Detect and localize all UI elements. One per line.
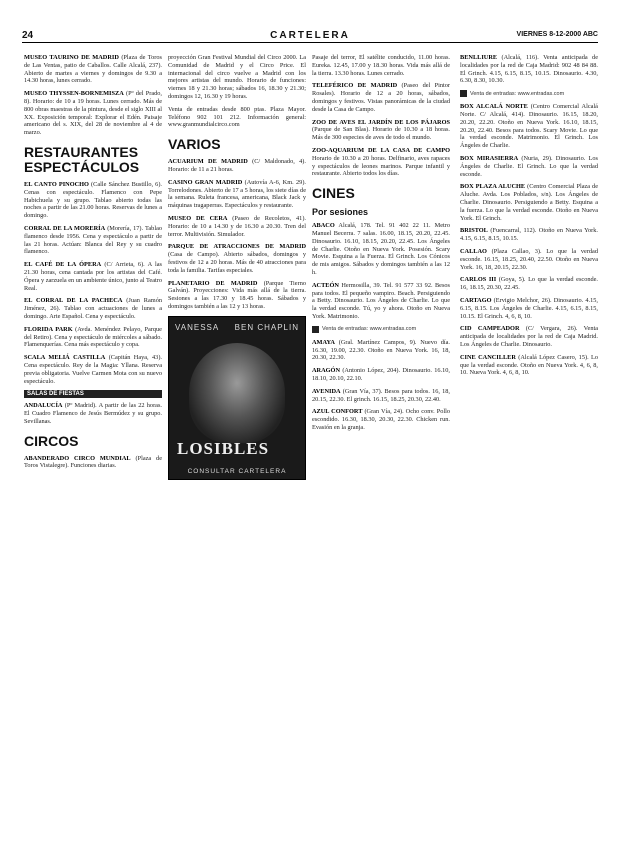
listing-text: (Capitán Haya, 43). Cena espectáculo. Rey de la Magia: Yllana. Reserva previa obligatoria. Vuelve Carmen Mota con su nuevo espectáculo. xyxy=(24,354,162,385)
listing-entry xyxy=(24,455,162,471)
listing-entry xyxy=(312,282,450,321)
listing-entry xyxy=(460,155,598,178)
col1-top-list xyxy=(24,54,162,137)
listing-text: (Plaza de Toros Vistalegre). Funciones diarias. xyxy=(24,454,162,470)
listing-entry xyxy=(460,103,598,150)
listing-text: (Paseo de Recoletos, 41). Horario: de 10 a 14.30 y de 16.30 a 20.30. Tren del terror. Multivisión. Simulador. xyxy=(168,214,306,238)
listing-text: proyección Gran Festival Mundial del Circo 2000. La Comunidad de Madrid y el Circo Price. El internacional del circo vuelve a Madrid con los mejores artistas del mundo. Horario de funciones: viernes 18 y 21.30 horas; sábados 16, 18.30 y 21.30; domingos 12, 16.30 y 19 horas. xyxy=(168,54,306,100)
listing-name: ZOO DE AVES EL JARDÍN DE LOS PÁJAROS xyxy=(312,118,450,126)
listing-entry xyxy=(24,402,162,425)
col3-cines-list xyxy=(312,222,450,321)
listing-text: (Pº del Prado, 8). Horario: de 10 a 19 horas. Lunes cerrado. Más de 800 obras maestras de la pintura, desde el siglo XIII al XX. Exposición temporal: Explorar el Edén. Paisaje americano del s. XIX, del 28 de noviembre al 4 de marzo. xyxy=(24,90,162,137)
listing-text: (Parque de San Blas). Horario de 10.30 a 18 horas. Más de 300 especies de aves de todo el mundo. xyxy=(312,126,450,142)
listing-name: FLORIDA PARK xyxy=(24,325,73,333)
listing-name: EL CORRAL DE LA PACHECA xyxy=(24,297,123,305)
subheading-sesiones: Por sesiones xyxy=(312,207,369,218)
column-2 xyxy=(168,54,306,857)
listing-text: (Alcalá, 116). Venta anticipada de localidades por la red de Caja Madrid: 902 48 84 88. El Grinch. 4.15, 6.15, 8.15, 10.15. Dinosaurio. 4.30, 6.30, 8.30, 10.30. xyxy=(460,54,598,85)
listing-entry xyxy=(168,215,306,238)
listing-text: (C/ Vergara, 26). Venta anticipada de localidades por la red de Caja Madrid. Los Ángeles de Charlie. Dinosaurio. xyxy=(460,325,598,348)
listing-name: BOX MIRASIERRA xyxy=(460,154,519,162)
ad-caption: CONSULTAR CARTELERA xyxy=(187,467,287,475)
listing-name: BENLLIURE xyxy=(460,54,498,61)
listing-text: Venta de entradas desde 800 ptas. Plaza Mayor. Teléfono 902 101 212. Información general: www.granmundialcirco.com xyxy=(168,105,306,129)
col1-circos-list xyxy=(24,455,162,471)
listing-name: AVENIDA xyxy=(312,387,341,395)
listing-text: (Gran Vía, 37). Besos para todos. 16, 18, 20.15, 22.30. El grinch. 16.15, 18.25, 20.30, 22.40. xyxy=(312,387,450,403)
listing-text: (Calle Sánchez Bustillo, 6). Cenas con espectáculo. Flamenco con Pepe Habichuela y su grupo. Tablao abierto todas las noches a partir de las 21.00 horas. Reservas de lunes a domingo. xyxy=(24,180,162,220)
col1-salas-list xyxy=(24,402,162,425)
listing-name: CARLOS III xyxy=(460,276,497,284)
listing-entry xyxy=(312,82,450,113)
listing-name: ABANDERADO CIRCO MUNDIAL xyxy=(24,454,131,462)
listing-entry xyxy=(460,183,598,222)
listing-entry xyxy=(312,339,450,362)
col2-varios-list xyxy=(168,158,306,311)
listing-text: (Plaza Callao, 3). Lo que la verdad esconde. 16.15, 18.25, 20.40, 22.50. Otoño en Nueva York. 16, 18, 20.15, 22.30. xyxy=(460,247,598,271)
ticket-weblink-col4[interactable] xyxy=(460,90,598,97)
ad-film-title: LOSIBLES xyxy=(177,438,270,458)
listing-text: (Paseo del Pintor Rosales). Horario de 12 a 20 horas, sábados, domingos y festivos. Vistas panorámicas de la ciudad desde la Casa de Campo. xyxy=(312,82,450,113)
listing-name: PARQUE DE ATRACCIONES DE MADRID xyxy=(168,243,306,251)
listing-text: Horario de 10.30 a 20 horas. Delfinario, aves rapaces y espectáculos de leones marinos. Parque infantil y restaurante. Abierto todos los días. xyxy=(312,154,450,178)
listing-name: SCALA MELIÁ CASTILLA xyxy=(24,354,106,362)
listing-name: CID CAMPEADOR xyxy=(460,325,520,333)
listing-name: AMAYA xyxy=(312,338,335,346)
listing-entry xyxy=(24,90,162,137)
listing-entry xyxy=(312,222,450,277)
listing-name: MUSEO DE CERA xyxy=(168,214,228,222)
listing-entry xyxy=(460,297,598,320)
listing-entry xyxy=(312,119,450,142)
listing-text: (Alcalá López Casero, 15). Lo que la verdad esconde. Otoño en Nueva York. 4, 6, 8, 10. Nueva York. 4, 6, 8, 10. xyxy=(460,353,598,377)
listing-text: (Autovía A-6, Km. 29). Torrelodones. Abierto de 17 a 5 horas, los siete días de la semana. Ruleta francesa, americana, Black Jack y máquinas tragaperras. Espectáculos y restaurante. xyxy=(168,178,306,210)
listing-name: TELEFÉRICO DE MADRID xyxy=(312,82,398,90)
web-icon xyxy=(312,326,319,333)
ticket-weblink-col4-label: Venta de entradas: www.entradas.com xyxy=(470,90,565,97)
listing-entry xyxy=(168,280,306,311)
ticket-weblink[interactable] xyxy=(312,326,450,333)
listing-text: (Nuria, 29). Dinosaurio. Los Ángeles de Charlie. El Grinch. Lo que la verdad esconde. xyxy=(460,154,598,178)
listing-text: (Ervigio Melchor, 26). Dinosaurio. 4.15, 6.15, 8.15. Los Ángeles de Charlie. 4.15, 6.15, 8.15, 10.15. El Grinch. 4, 6, 8, 10. xyxy=(460,296,598,320)
listing-text: (Antonio López, 204). Dinosaurio. 16.10, 18.10, 20.10, 22.10. xyxy=(312,367,450,382)
listing-name: CARTAGO xyxy=(460,296,492,304)
column-4 xyxy=(460,54,598,857)
heading-restaurantes: RESTAURANTES ESPECTÁCULOS xyxy=(24,143,140,175)
listing-entry xyxy=(312,388,450,404)
col4-top-list xyxy=(460,54,598,85)
col2-top-list xyxy=(168,54,306,129)
listing-name: CASINO GRAN MADRID xyxy=(168,178,243,186)
listing-name: CORRAL DE LA MORERÍA xyxy=(24,224,106,232)
listing-name: ZOO-AQUARIUM DE LA CASA DE CAMPO xyxy=(312,146,450,154)
listing-name: BRISTOL xyxy=(460,227,488,235)
listing-text: Hermosilla, 39. Tel. 91 577 33 92. Besos para todos. El pequeño vampiro. Beach. Persiguiendo a Betty. Dinosaurio. Los Ángeles de Charlie. Lo que la verdad esconde. Tú, yo y ahora. Otoño en Nueva York. Matrimonio. xyxy=(312,281,450,320)
col3-top-list xyxy=(312,54,450,178)
heading-cines: CINES xyxy=(312,185,355,202)
listing-entry xyxy=(24,181,162,220)
listing-name: CALLAO xyxy=(460,247,487,255)
listing-text: (C/ Maldonado, 4). Horario: de 11 a 21 horas. xyxy=(168,158,306,173)
listing-entry xyxy=(460,325,598,348)
listing-entry xyxy=(460,54,598,85)
listing-name: ACUARIUM DE MADRID xyxy=(168,158,248,166)
listing-name: MUSEO THYSSEN-BORNEMISZA xyxy=(24,90,124,98)
listing-name: MUSEO TAURINO DE MADRID xyxy=(24,54,119,61)
listing-text: (Gral. Martínez Campos, 9). Nuevo día. 16.30, 19.00, 22.30. Otoño en Nueva York. 16, 18, 20.30, 22.30. xyxy=(312,338,450,362)
listing-name: ABACO xyxy=(312,222,335,230)
listing-text: (Centro Comercial Alcalá Norte. C/ Alcalá, 414). Dinosaurio. 16.15, 18.20, 20.20, 22.20. Otoño en Nueva York. 16.10, 18.15, 20.20, 22.40. Besos para todos. Scary Movie. Lo que la verdad esconde. Matrimonio. El Grinch. Los Ángeles de Charlie. xyxy=(460,103,598,150)
column-3 xyxy=(312,54,450,857)
ad-actor-right: BEN CHAPLIN xyxy=(234,322,299,332)
col1-restaurantes-list xyxy=(24,181,162,385)
listing-name: AZUL CONFORT xyxy=(312,408,363,416)
listing-text: (Parque Tierno Galván). Proyecciones: Vida más allá de la tierra. Sesiones a las 17.30 y 18.45 horas. Sábados y domingos también a las 12 y 13 horas. xyxy=(168,279,306,310)
listing-text: (Gran Vía, 24). Ocho conv. Pollo escondido. 16.30, 18.30, 20.30, 22.30. Chicken run. Evasión en la granja. xyxy=(312,408,450,431)
listing-text: (Fuencarral, 112). Otoño en Nueva York. 4.15, 6.15, 8.15, 10.15. xyxy=(460,227,598,243)
col3-cines-list-2 xyxy=(312,339,450,432)
listing-text: (Juan Ramón Jiménez, 26). Tablao con actuaciones de lunes a domingo. Arte Español. Cena y espectáculo. xyxy=(24,297,162,320)
section-title: CARTELERA xyxy=(270,30,350,41)
listing-text: (Avda. Menéndez Pelayo, Parque del Retiro). Cena y espectáculo de miércoles a sábado. Flamenquerías. Cena más espectáculo y copa. xyxy=(24,325,162,349)
listing-entry xyxy=(312,54,450,77)
listing-name: BOX PLAZA ALUCHE xyxy=(460,183,526,191)
film-advertisement xyxy=(168,316,306,480)
heading-circos: CIRCOS xyxy=(24,432,79,449)
ad-actor-left: VANESSA xyxy=(175,322,220,332)
listing-text: (Pº Madrid). A partir de las 22 horas. El Cuadro Flamenco de Jesús Bermúdez y su grupo. Sevillanas. xyxy=(24,402,162,425)
listing-text: (Centro Comercial Plaza de Aluche. Avda. Los Poblados, s/n). Los Ángeles de Charlie. Dinosaurio. Persiguiendo a Betty. Esquina a la fuerza. Lo que la verdad esconde. Otoño en Nueva York. El Grinch. xyxy=(460,183,598,222)
column-1 xyxy=(24,54,162,857)
listing-entry xyxy=(24,54,162,85)
ticket-weblink-label: Venta de entradas: www.entradas.com xyxy=(322,326,417,333)
listing-name: ACTEÓN xyxy=(312,281,339,289)
listing-text: Pasaje del terror, El satélite conducido, 11.00 horas. Eureka. 12.45, 17.00 y 18.30 horas. Vida más allá de la tierra. 13.30 horas. Lunes cerrado. xyxy=(312,54,450,77)
listing-entry xyxy=(168,179,306,210)
listing-text: (Plaza de Toros de Las Ventas, patio de Caballos. Calle Alcalá, 237). Abierto de martes a viernes y domingos de 9.30 a 14.30 horas, lunes cerrado. xyxy=(24,54,162,85)
listing-entry xyxy=(460,354,598,377)
listing-text: (C/ Arrieta, 6). A las 21.30 horas, cena cantada por los artistas del Café. Ópera y zarzuela en un ambiente único, junto al Teatro Real. xyxy=(24,261,162,292)
listing-name: ARAGÓN xyxy=(312,367,340,375)
listing-entry xyxy=(168,106,306,129)
web-icon xyxy=(460,90,467,97)
listing-entry xyxy=(168,54,306,101)
salas-band: SALAS DE FIESTAS xyxy=(24,390,162,398)
page-number: 24 xyxy=(22,30,34,41)
listing-entry xyxy=(168,158,306,174)
listing-entry xyxy=(168,243,306,274)
listing-entry xyxy=(312,367,450,383)
col4-cines-list xyxy=(460,103,598,377)
listing-text: Alcalá, 178. Tel. 91 402 22 11. Metro Manuel Becerra. 7 salas. 16.00, 18.15, 20.20, 22.45. Dinosaurio. 16.10, 18.15, 20.20, 22.45. Los Ángeles de Charlie. Otoño en Nueva York. Posesión. Scary Movie. Esquina a la Fuerza. El Grinch. Los Cónicos de mis amigos. Sábados y domingos también a las 12 h. xyxy=(312,222,450,276)
listing-text: (Morería, 17). Tablao flamenco desde 1956. Cena y espectáculo a partir de las 21 horas. Actúan: Blanca del Rey y su cuadro flamenco. xyxy=(24,224,162,256)
listing-name: ANDALUCÍA xyxy=(24,402,63,410)
listing-entry xyxy=(24,326,162,349)
listing-entry xyxy=(460,276,598,292)
listing-name: PLANETARIO DE MADRID xyxy=(168,279,258,287)
listing-entry xyxy=(460,248,598,271)
page-header xyxy=(22,30,598,43)
listing-name: CINE CANCILLER xyxy=(460,353,516,361)
listing-entry xyxy=(24,297,162,320)
ad-portrait-image xyxy=(189,343,285,443)
issue-date: VIERNES 8-12-2000 ABC xyxy=(516,31,598,38)
listing-name: BOX ALCALÁ NORTE xyxy=(460,103,528,111)
listing-name: EL CAFÉ DE LA ÓPERA xyxy=(24,261,102,269)
listing-entry xyxy=(24,261,162,292)
listing-entry xyxy=(312,147,450,178)
listing-text: (Goya, 5). Lo que la verdad esconde. 16, 18.15, 20.30, 22.45. xyxy=(460,276,598,292)
listing-entry xyxy=(460,227,598,243)
listing-entry xyxy=(24,354,162,385)
heading-varios: VARIOS xyxy=(168,136,221,153)
listing-name: EL CANTO PINOCHO xyxy=(24,180,89,188)
listing-entry xyxy=(312,408,450,431)
listing-entry xyxy=(24,225,162,256)
listing-text: (Casa de Campo). Abierto sábados, domingos y festivos de 12 a 20 horas. Más de 40 atracciones para toda la familia. Tarifas especiales. xyxy=(168,251,306,274)
